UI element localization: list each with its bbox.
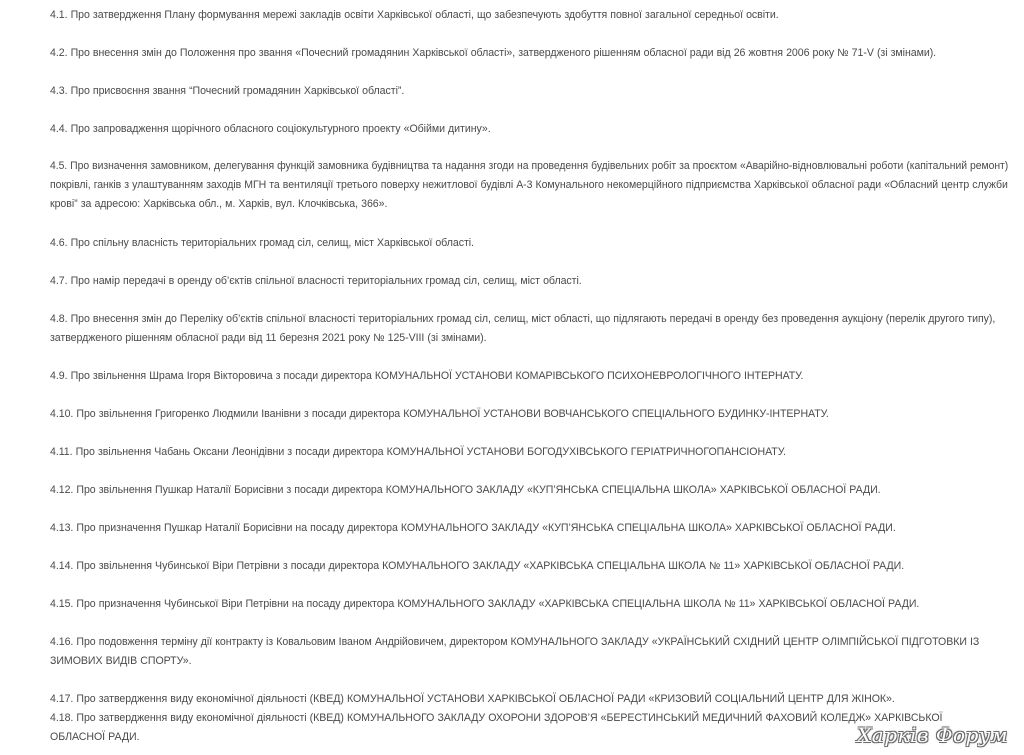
agenda-item-line: затвердженого рішенням обласної ради від 11 березня 2021 року № 125-VIII (зі змінами). bbox=[50, 332, 487, 344]
agenda-item-4-9 bbox=[50, 367, 1008, 386]
agenda-item-line: 4.17. Про затвердження виду економічної діяльності (КВЕД) КОМУНАЛЬНОЇ УСТАНОВИ ХАРКІВСЬКОЇ ОБЛАСНОЇ РАДИ «КРИЗОВИЙ СОЦІАЛЬНИЙ ЦЕНТР ДЛЯ ЖІНОК». bbox=[50, 693, 895, 705]
agenda-item-4-11 bbox=[50, 443, 1008, 462]
forum-watermark: Харків Форум bbox=[857, 723, 1008, 747]
agenda-item-line: 4.18. Про затвердження виду економічної діяльності (КВЕД) КОМУНАЛЬНОГО ЗАКЛАДУ ОХОРОНИ ЗДОРОВ’Я «БЕРЕСТИНСЬКИЙ МЕДИЧНИЙ ФАХОВИЙ КОЛЕДЖ» ХАРКІВСЬКОЇ bbox=[50, 712, 943, 724]
agenda-item-line: 4.15. Про призначення Чубинської Віри Петрівни на посаду директора КОМУНАЛЬНОГО ЗАКЛАДУ «ХАРКІВСЬКА СПЕЦІАЛЬНА ШКОЛА № 11» ХАРКІВСЬКОЇ ОБЛАСНОЇ РАДИ. bbox=[50, 598, 920, 610]
agenda-item-line: 4.13. Про призначення Пушкар Наталії Борисівни на посаду директора КОМУНАЛЬНОГО ЗАКЛАДУ «КУП’ЯНСЬКА СПЕЦІАЛЬНА ШКОЛА» ХАРКІВСЬКОЇ ОБЛАСНОЇ РАДИ. bbox=[50, 522, 896, 534]
agenda-item-line: ОБЛАСНОЇ РАДИ. bbox=[50, 731, 140, 743]
agenda-item-line: 4.10. Про звільнення Григоренко Людмили Іванівни з посади директора КОМУНАЛЬНОЇ УСТАНОВИ ВОВЧАНСЬКОГО СПЕЦІАЛЬНОГО БУДИНКУ-ІНТЕРНАТУ. bbox=[50, 408, 829, 420]
agenda-item-4-8 bbox=[50, 310, 1008, 348]
agenda-item-line: 4.16. Про подовження терміну дії контракту із Ковальовим Іваном Андрійовичем, директором КОМУНАЛЬНОГО ЗАКЛАДУ «УКРАЇНСЬКИЙ СХІДНИЙ ЦЕНТР ОЛІМПІЙСЬКОЇ ПІДГОТОВКИ ІЗ bbox=[50, 636, 980, 648]
agenda-item-line: 4.12. Про звільнення Пушкар Наталії Борисівни з посади директора КОМУНАЛЬНОГО ЗАКЛАДУ «КУП’ЯНСЬКА СПЕЦІАЛЬНА ШКОЛА» ХАРКІВСЬКОЇ ОБЛАСНОЇ РАДИ. bbox=[50, 484, 881, 496]
agenda-item-line: 4.1. Про затвердження Плану формування мережі закладів освіти Харківської області, що забезпечують здобуття повної загальної середньої освіти. bbox=[50, 9, 779, 21]
agenda-item-line: 4.3. Про присвоєння звання “Почесний громадянин Харківської області”. bbox=[50, 85, 405, 97]
agenda-item-line: 4.2. Про внесення змін до Положення про звання «Почесний громадянин Харківської області», затвердженого рішенням обласної ради від 26 жовтня 2006 року № 71-V (зі змінами). bbox=[50, 47, 937, 59]
agenda-item-line: 4.14. Про звільнення Чубинської Віри Петрівни з посади директора КОМУНАЛЬНОГО ЗАКЛАДУ «ХАРКІВСЬКА СПЕЦІАЛЬНА ШКОЛА № 11» ХАРКІВСЬКОЇ ОБЛАСНОЇ РАДИ. bbox=[50, 560, 905, 572]
agenda-item-4-17 bbox=[50, 690, 1008, 709]
agenda-item-line: 4.8. Про внесення змін до Переліку об’єктів спільної власності територіальних громад сіл, селищ, міст області, що підлягають передачі в оренду без проведення аукціону (перелік другого типу), bbox=[50, 313, 996, 325]
agenda-item-4-1 bbox=[50, 6, 1008, 25]
agenda-item-4-3 bbox=[50, 82, 1008, 101]
agenda-item-4-13 bbox=[50, 519, 1008, 538]
agenda-item-4-2 bbox=[50, 44, 1008, 63]
agenda-item-line: 4.7. Про намір передачі в оренду об’єктів спільної власності територіальних громад сіл, селищ, міст області. bbox=[50, 275, 582, 287]
agenda-item-4-16 bbox=[50, 633, 1008, 671]
agenda-item-4-10 bbox=[50, 405, 1008, 424]
agenda-item-4-7 bbox=[50, 272, 1008, 291]
agenda-item-line: 4.6. Про спільну власність територіальних громад сіл, селищ, міст Харківської області. bbox=[50, 237, 474, 249]
agenda-item-4-5 bbox=[50, 157, 1008, 214]
agenda-item-4-14 bbox=[50, 557, 1008, 576]
agenda-item-4-4 bbox=[50, 120, 1008, 139]
agenda-item-line: 4.9. Про звільнення Шрама Ігоря Вікторовича з посади директора КОМУНАЛЬНОЇ УСТАНОВИ КОМАРІВСЬКОГО ПСИХОНЕВРОЛОГІЧНОГО ІНТЕРНАТУ. bbox=[50, 370, 804, 382]
agenda-item-4-15 bbox=[50, 595, 1008, 614]
agenda-item-line: 4.5. Про визначення замовником, делегування функцій замовника будівництва та надання згоди на проведення будівельних робіт за проєктом «Аварійно-відновлювальні роботи (капітальний ремонт) bbox=[50, 160, 1009, 172]
agenda-item-line: 4.4. Про запровадження щорічного обласного соціокультурного проекту «Обійми дитину». bbox=[50, 123, 491, 135]
agenda-item-line: покрівлі, ганків з улаштуванням заходів МГН та вентиляції третього поверху нежитлової будівлі А-3 Комунального некомерційного підприємства Харківської обласної ради «Обласний центр служби bbox=[50, 179, 1008, 191]
agenda-item-line: 4.11. Про звільнення Чабань Оксани Леонідівни з посади директора КОМУНАЛЬНОЇ УСТАНОВИ БОГОДУХІВСЬКОГО ГЕРІАТРИЧНОГОПАНСІОНАТУ. bbox=[50, 446, 786, 458]
agenda-item-4-12 bbox=[50, 481, 1008, 500]
agenda-item-line: крові” за адресою: Харківська обл., м. Харків, вул. Клочківська, 366». bbox=[50, 198, 388, 210]
agenda-item-4-6 bbox=[50, 234, 1008, 253]
agenda-item-line: ЗИМОВИХ ВИДІВ СПОРТУ». bbox=[50, 655, 192, 667]
